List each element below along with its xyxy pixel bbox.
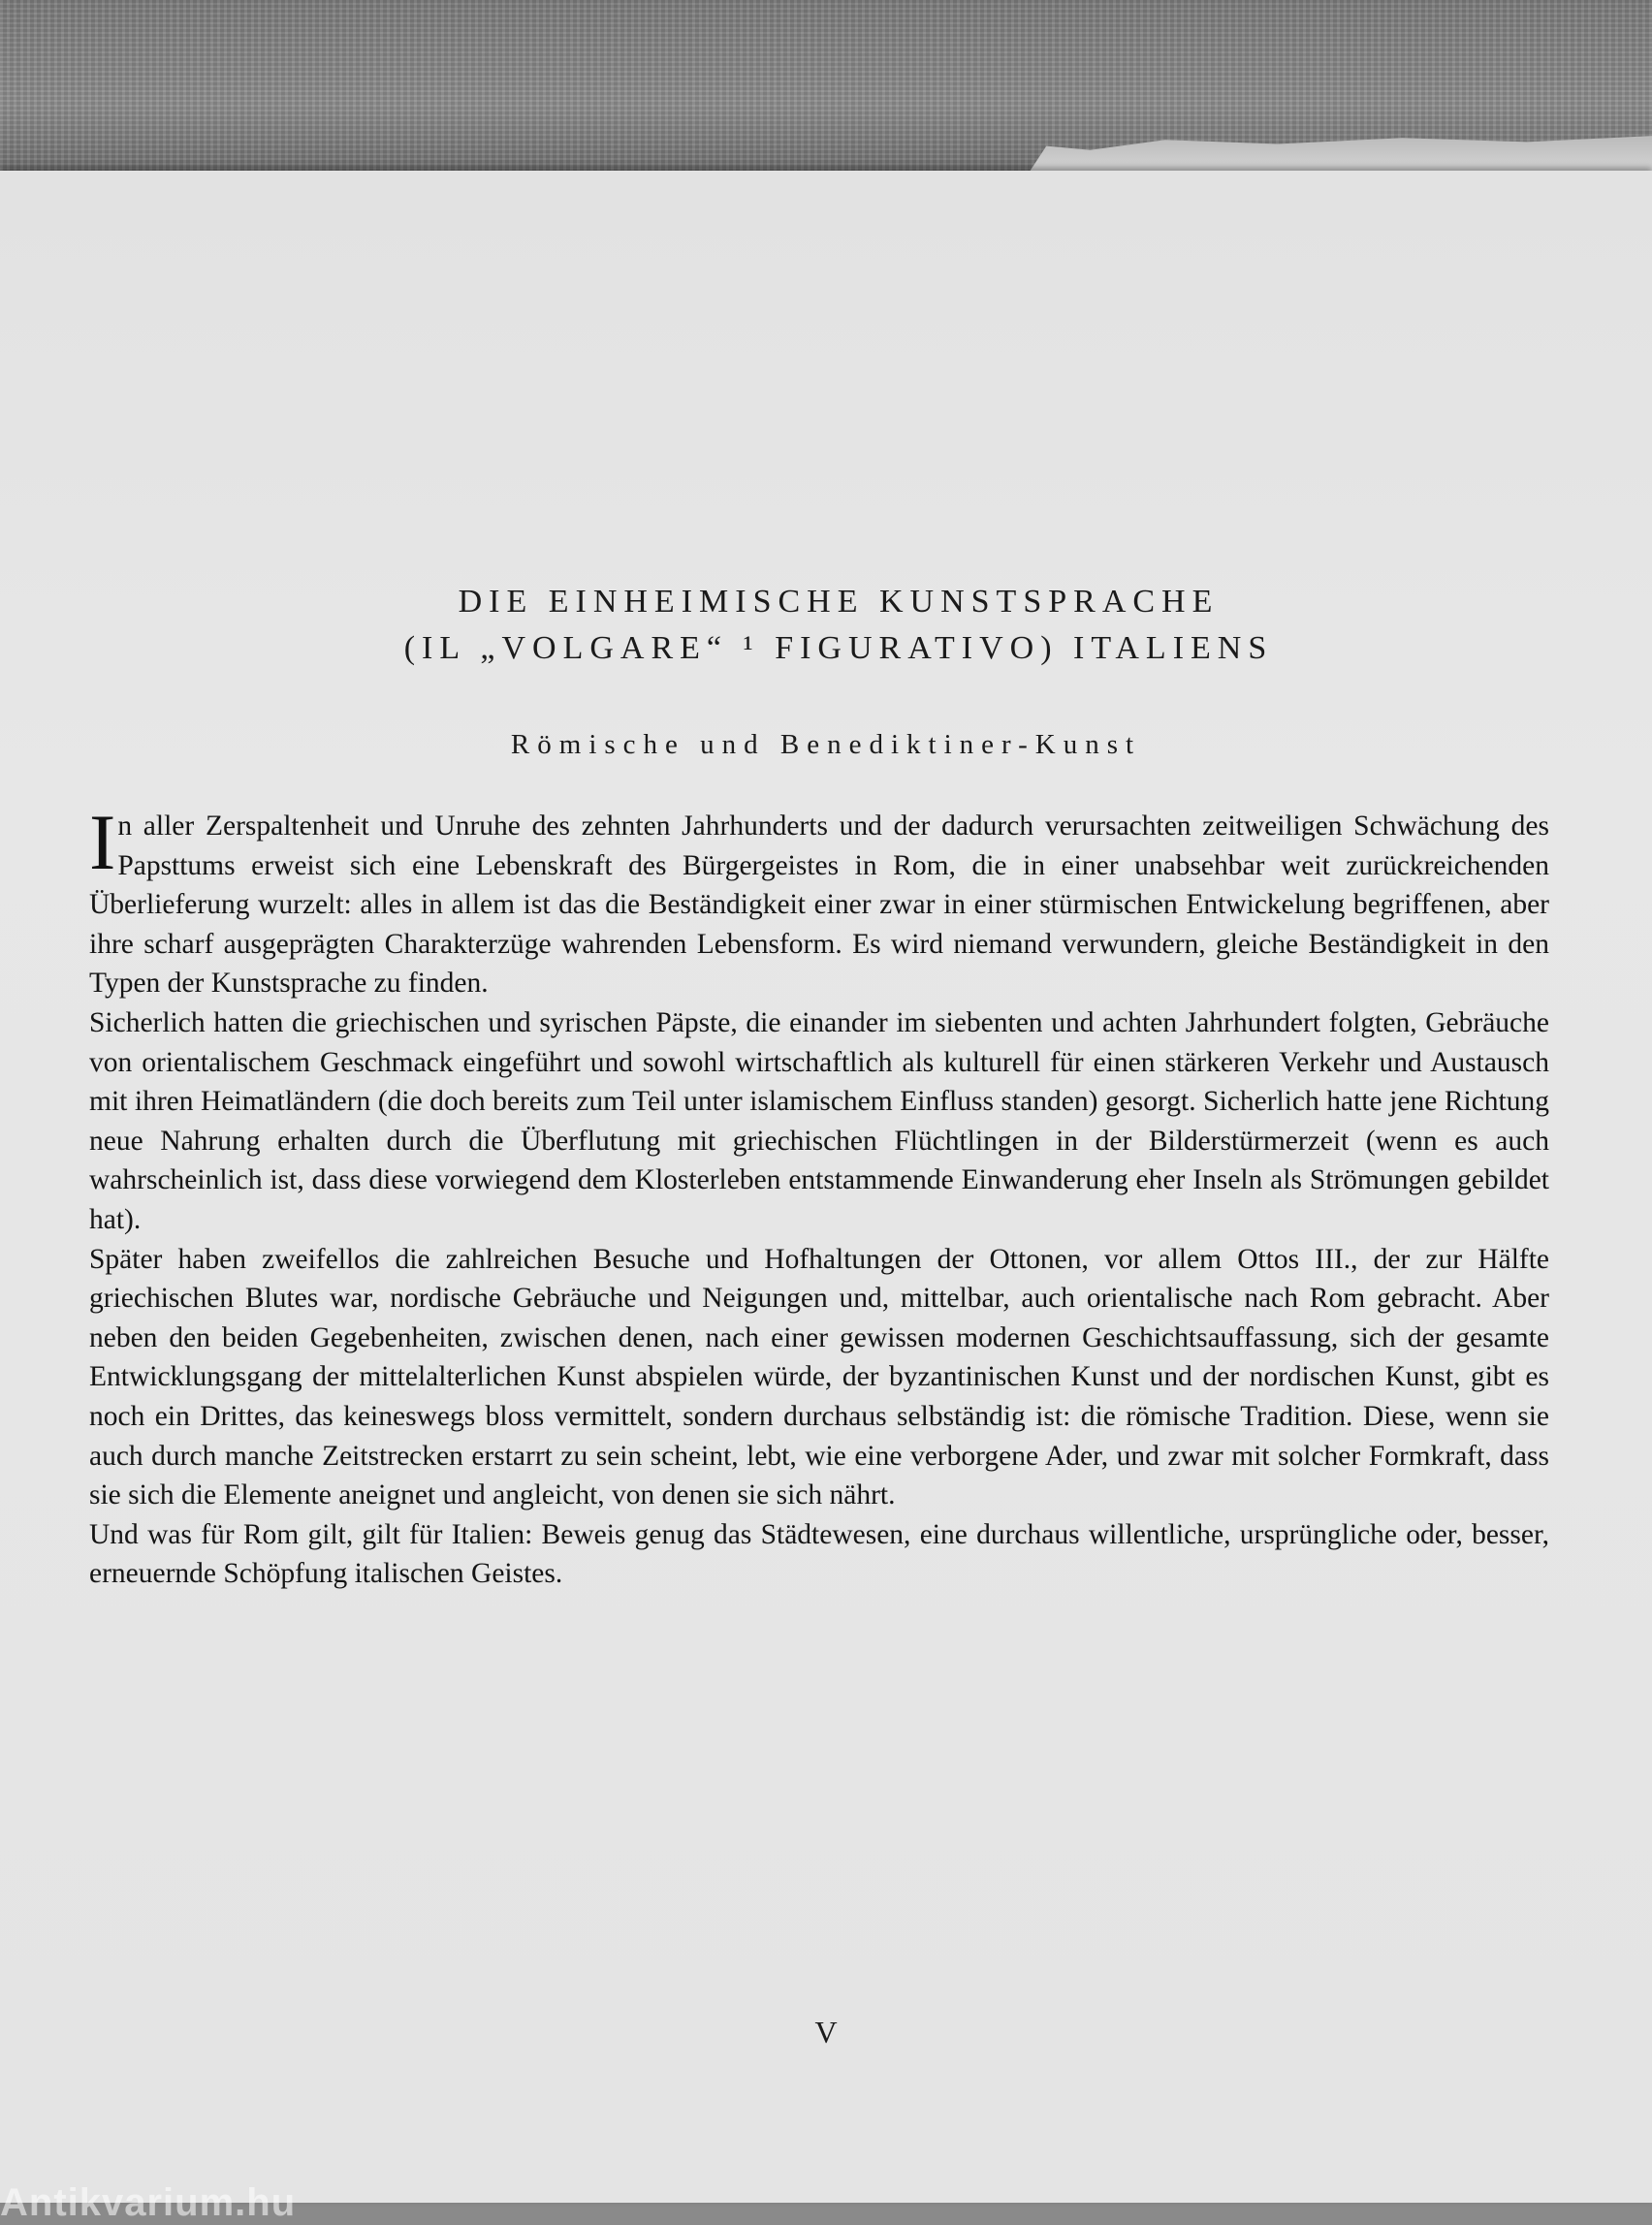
chapter-title-line-2: (IL „VOLGARE“ ¹ FIGURATIVO) ITALIENS	[403, 630, 1274, 666]
paragraph-4: Und was für Rom gilt, gilt für Italien: Beweis genug das Städtewesen, eine durchaus willentliche, ursprüngliche oder, besser, erneuernde Schöpfung italischen Geistes.	[89, 1518, 1549, 1590]
paragraph-3: Später haben zweifellos die zahlreichen Besuche und Hofhaltungen der Ottonen, vor allem Ottos III., der zur Hälfte griechischen Blutes war, nordische Gebräuche und Neigungen und, mittelbar, auch orientalische nach Rom gebracht. Aber neben den beiden Gegebenheiten, zwischen denen, nach einer gewissen modernen Geschichtsauffassung, sich der gesamte Entwicklungsgang der mittelalterlichen Kunst abspielen würde, der byzantinischen Kunst und der nordischen Kunst, gibt es noch ein Drittes, das keineswegs bloss vermittelt, sondern durchaus selbständig ist: die römische Tradition. Diese, wenn sie auch durch manche Zeitstrecken erstarrt zu sein scheint, lebt, wie eine verborgene Ader, und zwar mit solcher Formkraft, dass sie sich die Elemente aneignet und angleicht, von denen sie sich nährt.	[89, 1243, 1549, 1511]
chapter-title-line-1: DIE EINHEIMISCHE KUNSTSPRACHE	[458, 584, 1220, 620]
watermark-text: Antikvarium.hu	[0, 2181, 297, 2224]
section-subtitle: Römische und Benediktiner-Kunst	[510, 729, 1142, 760]
paragraph-2: Sicherlich hatten die griechischen und syrischen Päpste, die einander im siebenten und achten Jahrhundert folgten, Gebräuche von orientalischem Geschmack eingeführt und sowohl wirtschaftlich als kulturell für einen stärkeren Verkehr und Austausch mit ihren Heimatländern (die doch bereits zum Teil unter islamischem Einfluss standen) gesorgt. Sicherlich hatte jene Richtung neue Nahrung erhalten durch die Überflutung mit griechischen Flüchtlingen in der Bilderstürmerzeit (wenn es auch wahrscheinlich ist, dass diese vorwiegend dem Klosterleben entstammende Einwanderung eher Inseln als Strömungen gebildet hat).	[89, 1006, 1549, 1235]
page-number: V	[814, 2015, 838, 2050]
paragraph-1	[89, 798, 1549, 1003]
paragraph-1-text: n aller Zerspaltenheit und Unruhe des zehnten Jahrhunderts und der dadurch verursachten zeitweiligen Schwächung des Papsttums erweist sich eine Lebenskraft des Bürgergeistes in Rom, die in einer unabsehbar weit zurückreichenden Überlieferung wurzelt: alles in allem ist das die Beständigkeit einer zwar in einer stürmischen Entwickelung begriffenen, aber ihre scharf ausgeprägten Charakterzüge wahrenden Lebensform. Es wird niemand verwundern, gleiche Beständigkeit in den Typen der Kunstsprache zu finden.	[89, 811, 1549, 1000]
drop-cap: I	[89, 798, 116, 886]
body-text	[89, 798, 1549, 1594]
